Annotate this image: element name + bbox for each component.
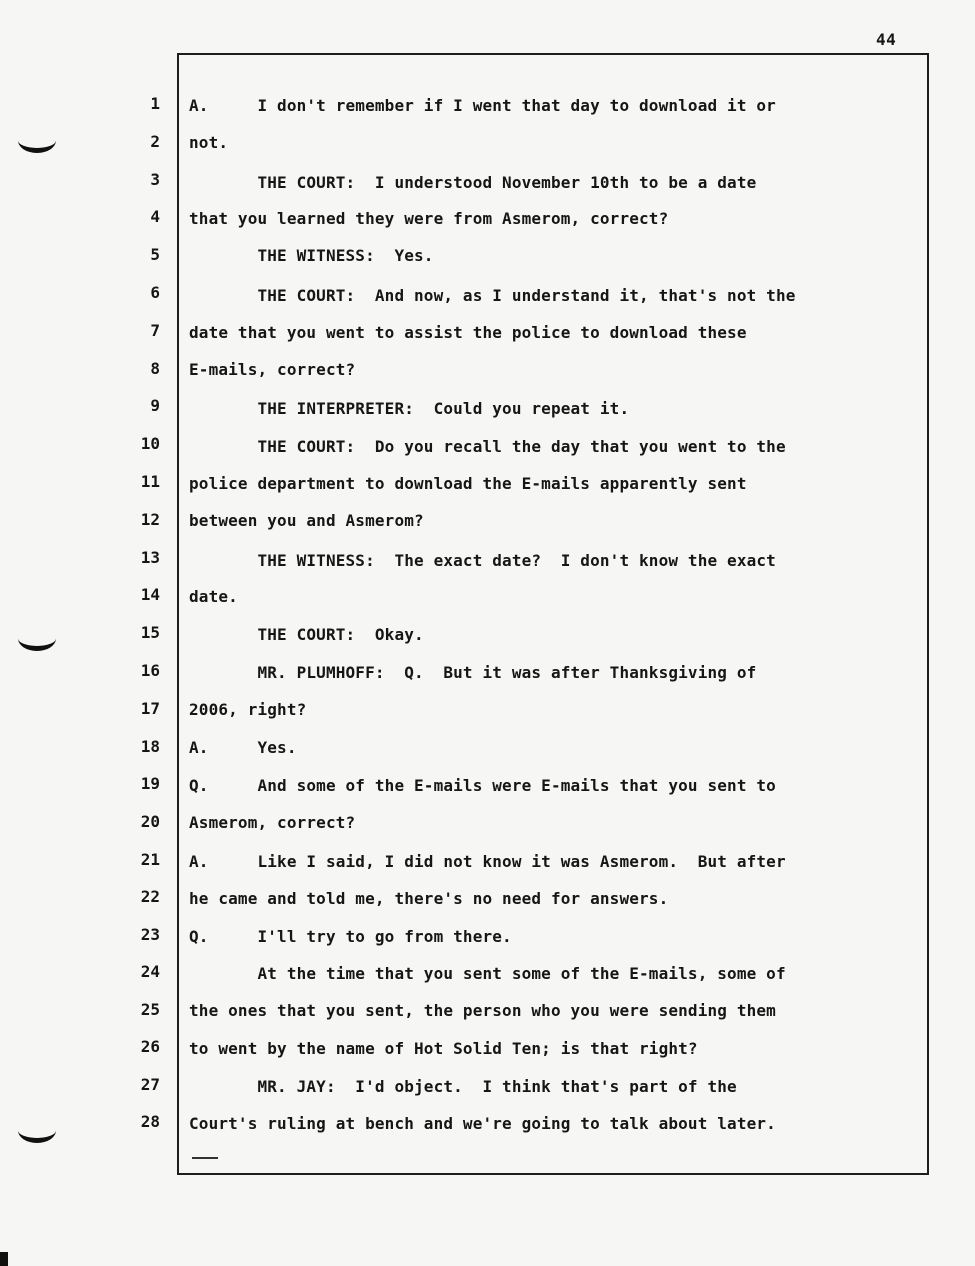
line-number: 1 [150, 94, 160, 113]
line-number: 12 [140, 510, 160, 529]
transcript-line: A. Yes. [189, 738, 297, 757]
line-number: 11 [140, 472, 160, 491]
transcript-line: THE INTERPRETER: Could you repeat it. [189, 399, 630, 418]
transcript-line: THE COURT: And now, as I understand it, that's not the [189, 286, 796, 305]
line-number: 19 [140, 774, 160, 793]
transcript-line: Q. I'll try to go from there. [189, 927, 512, 946]
line-number: 26 [140, 1037, 160, 1056]
line-number: 8 [150, 359, 160, 378]
line-number: 13 [140, 548, 160, 567]
transcript-line: E-mails, correct? [189, 360, 356, 379]
transcript-line: date that you went to assist the police to download these [189, 323, 747, 342]
line-number: 27 [140, 1075, 160, 1094]
transcript-line: Q. And some of the E-mails were E-mails that you sent to [189, 776, 776, 795]
line-number: 20 [140, 812, 160, 831]
transcript-line: A. I don't remember if I went that day to download it or [189, 96, 776, 115]
line-number: 7 [150, 321, 160, 340]
transcript-line: the ones that you sent, the person who you were sending them [189, 1001, 776, 1020]
line-number: 5 [150, 245, 160, 264]
transcript-line: MR. JAY: I'd object. I think that's part of the [189, 1077, 737, 1096]
line-number: 2 [150, 132, 160, 151]
transcript-line: THE COURT: I understood November 10th to be a date [189, 173, 757, 192]
transcript-line: Court's ruling at bench and we're going to talk about later. [189, 1114, 776, 1133]
line-number: 25 [140, 1000, 160, 1019]
punch-hole-mark [18, 626, 56, 651]
transcript-line: date. [189, 587, 238, 606]
scan-edge-mark [0, 1252, 8, 1266]
punch-hole-mark [18, 1118, 56, 1143]
line-number: 18 [140, 737, 160, 756]
transcript-line: that you learned they were from Asmerom, correct? [189, 209, 669, 228]
line-number: 10 [140, 434, 160, 453]
transcript-line: MR. PLUMHOFF: Q. But it was after Thanksgiving of [189, 663, 757, 682]
transcript-line: police department to download the E-mails apparently sent [189, 474, 747, 493]
punch-hole-mark [18, 128, 56, 153]
line-number: 23 [140, 925, 160, 944]
line-number: 16 [140, 661, 160, 680]
line-number: 3 [150, 170, 160, 189]
transcript-line: At the time that you sent some of the E-mails, some of [189, 964, 786, 983]
continuation-dash [192, 1157, 218, 1159]
transcript-line: A. Like I said, I did not know it was Asmerom. But after [189, 852, 786, 871]
line-number: 28 [140, 1112, 160, 1131]
transcript-line: THE COURT: Okay. [189, 625, 424, 644]
transcript-line: Asmerom, correct? [189, 813, 356, 832]
line-number: 24 [140, 962, 160, 981]
line-number: 4 [150, 207, 160, 226]
line-number: 22 [140, 887, 160, 906]
line-number: 17 [140, 699, 160, 718]
transcript-line: THE COURT: Do you recall the day that you went to the [189, 437, 786, 456]
transcript-line: not. [189, 133, 229, 152]
transcript-line: between you and Asmerom? [189, 511, 424, 530]
line-number: 14 [140, 585, 160, 604]
transcript-line: THE WITNESS: The exact date? I don't know the exact [189, 551, 776, 570]
line-number: 9 [150, 396, 160, 415]
line-number: 15 [140, 623, 160, 642]
page-number: 44 [876, 30, 897, 49]
transcript-line: THE WITNESS: Yes. [189, 246, 434, 265]
transcript-line: to went by the name of Hot Solid Ten; is that right? [189, 1039, 698, 1058]
line-number: 21 [140, 850, 160, 869]
line-number: 6 [150, 283, 160, 302]
transcript-line: he came and told me, there's no need for answers. [189, 889, 669, 908]
transcript-line: 2006, right? [189, 700, 307, 719]
